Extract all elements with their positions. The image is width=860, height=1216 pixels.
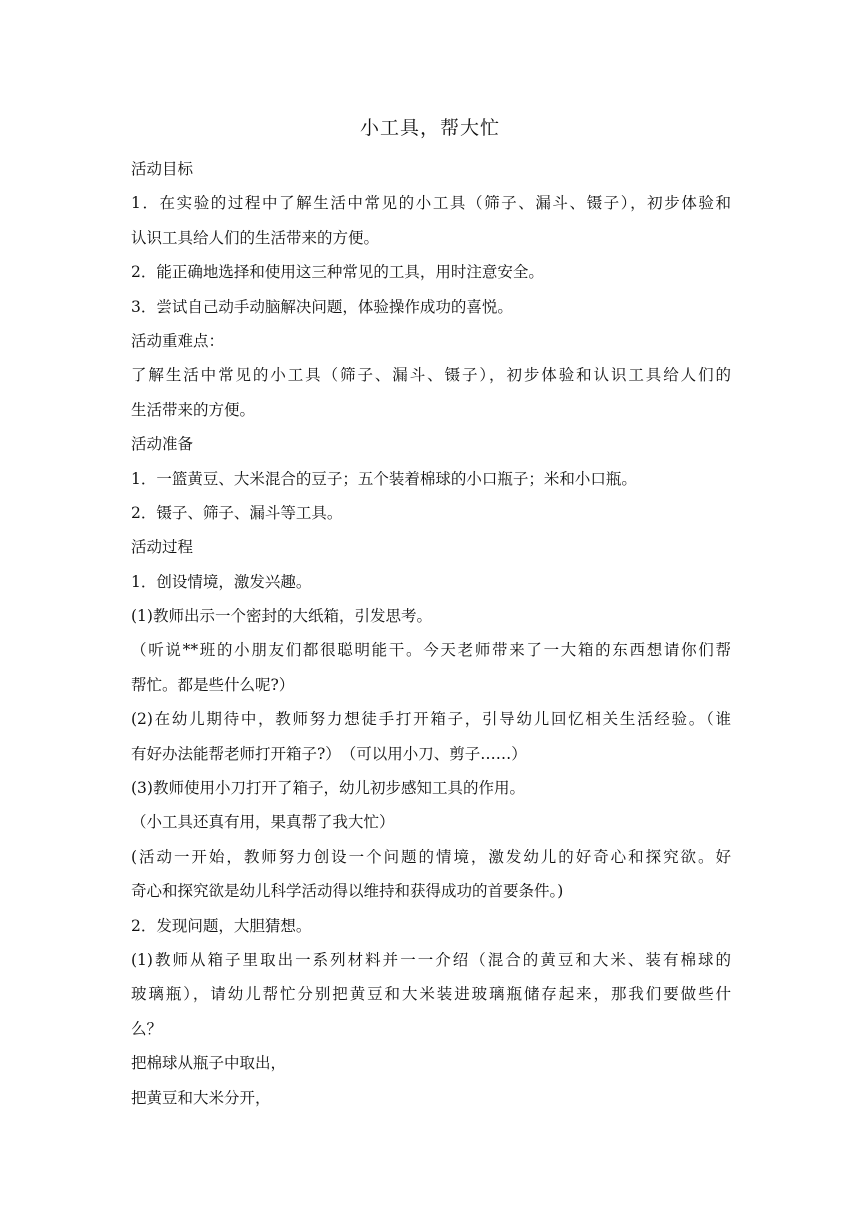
text-line: 么？ bbox=[131, 1019, 163, 1038]
text-line: 生活带来的方便。 bbox=[131, 400, 256, 419]
text-line: 3．尝试自己动手动脑解决问题，体验操作成功的喜悦。 bbox=[131, 297, 513, 316]
text-line: 1．一篮黄豆、大米混合的豆子；五个装着棉球的小口瓶子；米和小口瓶。 bbox=[131, 469, 637, 488]
text-line: 了解生活中常见的小工具（筛子、漏斗、镊子），初步体验和认识工具给人们的 bbox=[131, 366, 731, 385]
text-line: 2．镊子、筛子、漏斗等工具。 bbox=[131, 503, 343, 522]
text-line: （小工具还真有用，果真帮了我大忙） bbox=[131, 813, 395, 832]
text-line: 活动过程 bbox=[131, 538, 194, 557]
text-line: 活动目标 bbox=[131, 160, 194, 178]
text-line: 玻璃瓶），请幼儿帮忙分别把黄豆和大米装进玻璃瓶储存起来，那我们要做些什 bbox=[131, 985, 731, 1004]
text-line: (1)教师出示一个密封的大纸箱，引发思考。 bbox=[131, 607, 432, 626]
text-line: 2．能正确地选择和使用这三种常见的工具，用时注意安全。 bbox=[131, 263, 544, 282]
text-line: 2．发现问题，大胆猜想。 bbox=[131, 916, 312, 935]
text-line: 认识工具给人们的生活带来的方便。 bbox=[131, 228, 380, 247]
text-line: (2)在幼儿期待中，教师努力想徒手打开箱子，引导幼儿回忆相关生活经验。（谁 bbox=[131, 710, 731, 729]
text-line: 活动准备 bbox=[131, 435, 194, 454]
document-body bbox=[131, 152, 731, 1115]
text-line: 活动重难点： bbox=[131, 331, 225, 350]
text-line: 把黄豆和大米分开， bbox=[131, 1088, 271, 1107]
text-line: 奇心和探究欲是幼儿科学活动得以维持和获得成功的首要条件。) bbox=[131, 882, 564, 901]
text-line: 帮忙。都是些什么呢?） bbox=[131, 675, 295, 694]
text-line: 把棉球从瓶子中取出， bbox=[131, 1054, 287, 1073]
text-line: 1．创设情境，激发兴趣。 bbox=[131, 572, 312, 591]
text-line: (3)教师使用小刀打开了箱子，幼儿初步感知工具的作用。 bbox=[131, 779, 525, 798]
text-line: (1)教师从箱子里取出一系列材料并一一介绍（混合的黄豆和大米、装有棉球的 bbox=[131, 950, 731, 969]
text-line: (活动一开始，教师努力创设一个问题的情境，激发幼儿的好奇心和探究欲。好 bbox=[131, 847, 731, 866]
text-line: 有好办法能帮老师打开箱子?） （可以用小刀、剪子……） bbox=[131, 744, 527, 763]
text-line: （听说**班的小朋友们都很聪明能干。今天老师带来了一大箱的东西想请你们帮 bbox=[131, 641, 731, 660]
text-line: 1．在实验的过程中了解生活中常见的小工具（筛子、漏斗、镊子），初步体验和 bbox=[131, 194, 731, 213]
document-title: 小工具，帮大忙 bbox=[359, 117, 500, 139]
